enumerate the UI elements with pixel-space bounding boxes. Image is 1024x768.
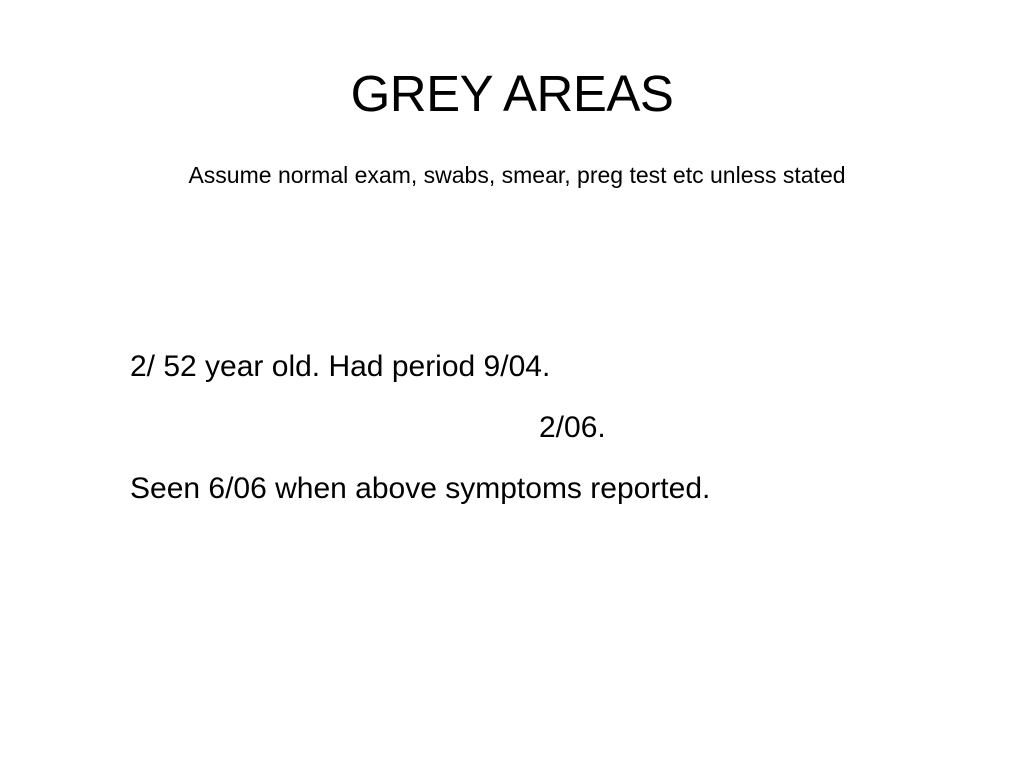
body-line-3: Seen 6/06 when above symptoms reported. <box>130 472 711 505</box>
body-line-1: 2/ 52 year old. Had period 9/04. <box>130 350 551 383</box>
body-line-2: 2/06. <box>539 411 606 444</box>
slide-body <box>130 336 930 519</box>
slide-subtitle: Assume normal exam, swabs, smear, preg test etc unless stated <box>188 162 846 188</box>
slide-title: GREY AREAS <box>350 65 674 122</box>
body-line-2-container <box>130 397 930 458</box>
